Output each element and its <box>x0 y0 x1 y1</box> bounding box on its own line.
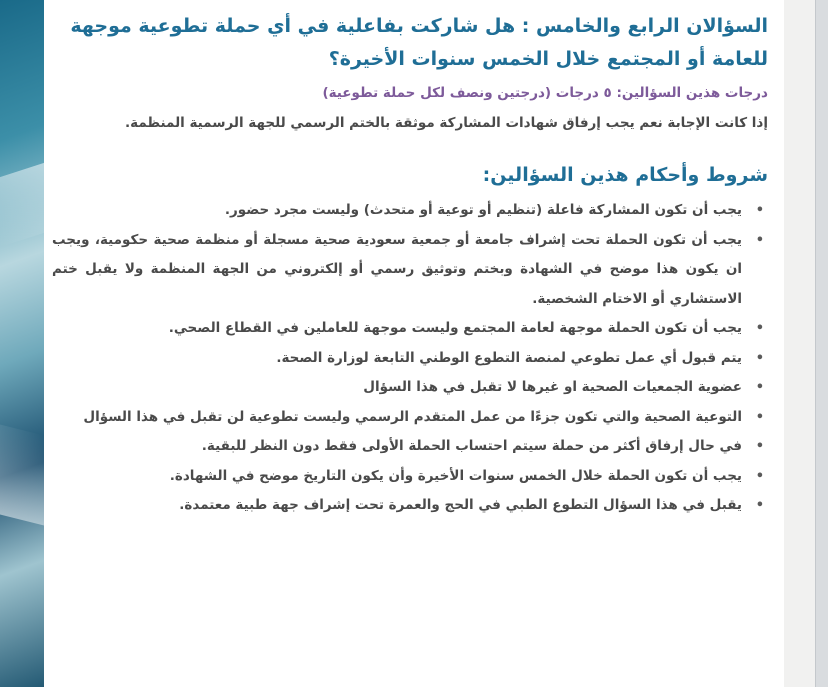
bullet-icon: • <box>755 409 764 425</box>
condition-item <box>52 432 764 462</box>
bullet-icon: • <box>755 350 764 366</box>
condition-text: يتم قبول أي عمل تطوعي لمنصة التطوع الوطني التابعة لوزارة الصحة. <box>276 349 742 366</box>
conditions-title: شروط وأحكام هذين السؤالين: <box>482 164 768 186</box>
bullet-icon: • <box>755 498 764 513</box>
bullet-icon: • <box>755 321 764 336</box>
condition-item <box>52 226 764 315</box>
attachment-note: إذا كانت الإجابة نعم يجب إرفاق شهادات المشاركة موثقة بالختم الرسمي للجهة الرسمية المنظمة. <box>125 115 768 131</box>
decorative-side-image <box>0 0 44 687</box>
decorative-highlight <box>0 163 44 247</box>
bullet-icon: • <box>755 380 764 395</box>
condition-text: يجب أن تكون المشاركة فاعلة (تنظيم أو توعية أو متحدث) وليست مجرد حضور. <box>224 202 742 218</box>
document-page <box>44 0 784 687</box>
condition-item <box>52 314 764 344</box>
right-edge-bar <box>815 0 828 687</box>
condition-item <box>52 491 764 521</box>
question-grades: درجات هذين السؤالين: ٥ درجات (درجتين ونصف لكل حملة تطوعية) <box>322 85 768 101</box>
condition-item <box>52 373 764 403</box>
condition-item <box>52 344 764 374</box>
bullet-icon: • <box>755 203 764 218</box>
bullet-icon: • <box>755 468 764 484</box>
document-content <box>52 10 768 521</box>
condition-text: يجب أن تكون الحملة موجهة لعامة المجتمع وليست موجهة للعاملين في القطاع الصحي. <box>168 320 742 336</box>
question-title: السؤالان الرابع والخامس : هل شاركت بفاعلية في أي حملة تطوعية موجهة للعامة أو المجتمع خلال الخمس سنوات الأخيرة؟ <box>70 15 768 70</box>
bullet-icon: • <box>755 232 764 248</box>
condition-text: يجب أن تكون الحملة تحت إشراف جامعة أو جمعية سعودية صحية مسجلة أو منظمة صحية حكومية، ويجب ان يكون هذا موضح في الشهادة وبختم وتوثيق رسمي أو إلكتروني من الجهة المنظمة ولا يقبل ختم الاستشاري أو الاختام الشخصية. <box>52 231 742 307</box>
conditions-list <box>52 196 768 521</box>
decorative-highlight <box>0 425 44 526</box>
bullet-icon: • <box>755 439 764 454</box>
condition-text: يجب أن تكون الحملة خلال الخمس سنوات الأخيرة وأن يكون التاريخ موضح في الشهادة. <box>169 467 742 484</box>
condition-text: عضوية الجمعيات الصحية او غيرها لا تقبل في هذا السؤال <box>363 379 742 395</box>
condition-text: في حال إرفاق أكثر من حملة سيتم احتساب الحملة الأولى فقط دون النظر للبقية. <box>201 438 742 454</box>
condition-item <box>52 196 764 226</box>
condition-text: يقبل في هذا السؤال التطوع الطبي في الحج والعمرة تحت إشراف جهة طبية معتمدة. <box>179 497 742 513</box>
condition-item <box>52 462 764 492</box>
condition-item <box>52 403 764 433</box>
condition-text: التوعية الصحية والتي تكون جزءًا من عمل المتقدم الرسمي وليست تطوعية لن تقبل في هذا السؤال <box>83 408 742 425</box>
